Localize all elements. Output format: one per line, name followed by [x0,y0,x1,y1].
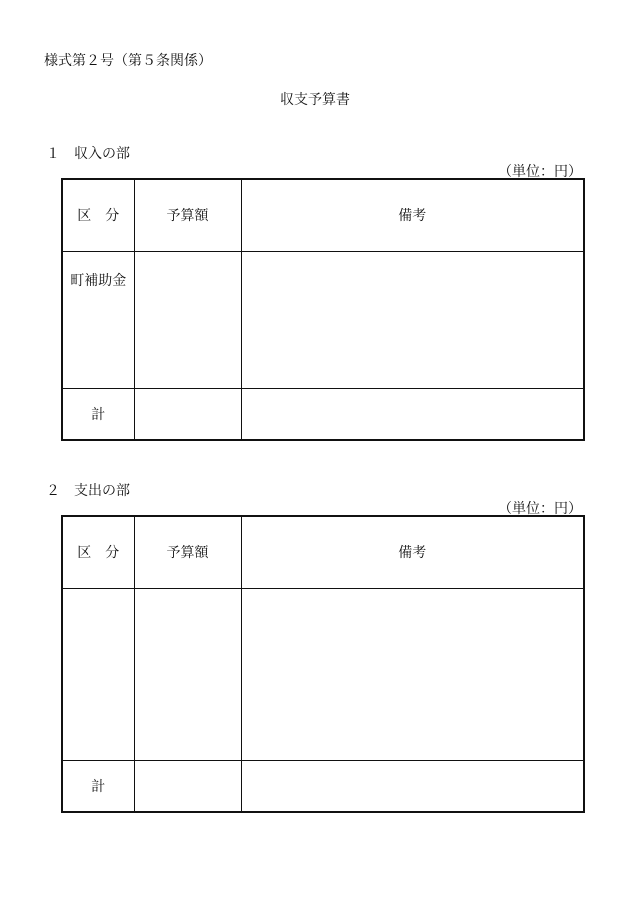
expense-total-row [62,760,584,812]
expense-total-remarks-cell[interactable] [241,760,584,812]
column-header-remarks: 備考 [241,516,584,588]
expense-total-label: 計 [62,760,134,812]
expense-header-row [62,516,584,588]
income-unit: （単位：円） [498,164,582,180]
expense-remarks-cell[interactable] [241,588,584,760]
column-header-category: 区 分 [62,179,134,251]
column-header-amount: 予算額 [134,516,241,588]
income-header-row [62,179,584,251]
income-amount-cell[interactable] [134,251,241,388]
expense-heading: ２ 支出の部 [46,483,130,499]
table-row [62,251,584,388]
document-title: 収支予算書 [280,92,350,108]
income-heading: １ 収入の部 [46,146,130,162]
income-table [61,178,585,441]
income-total-label: 計 [62,388,134,440]
income-total-row [62,388,584,440]
column-header-remarks: 備考 [241,179,584,251]
expense-category-cell[interactable] [62,588,134,760]
expense-table [61,515,585,813]
column-header-amount: 予算額 [134,179,241,251]
expense-amount-cell[interactable] [134,588,241,760]
income-category-cell[interactable] [62,251,134,388]
table-row [62,588,584,760]
income-category-label: 町補助金 [70,272,127,289]
expense-total-amount-cell[interactable] [134,760,241,812]
income-total-remarks-cell[interactable] [241,388,584,440]
form-number: 様式第２号（第５条関係） [44,53,212,69]
expense-unit: （単位：円） [498,501,582,517]
income-remarks-cell[interactable] [241,251,584,388]
column-header-category: 区 分 [62,516,134,588]
income-total-amount-cell[interactable] [134,388,241,440]
